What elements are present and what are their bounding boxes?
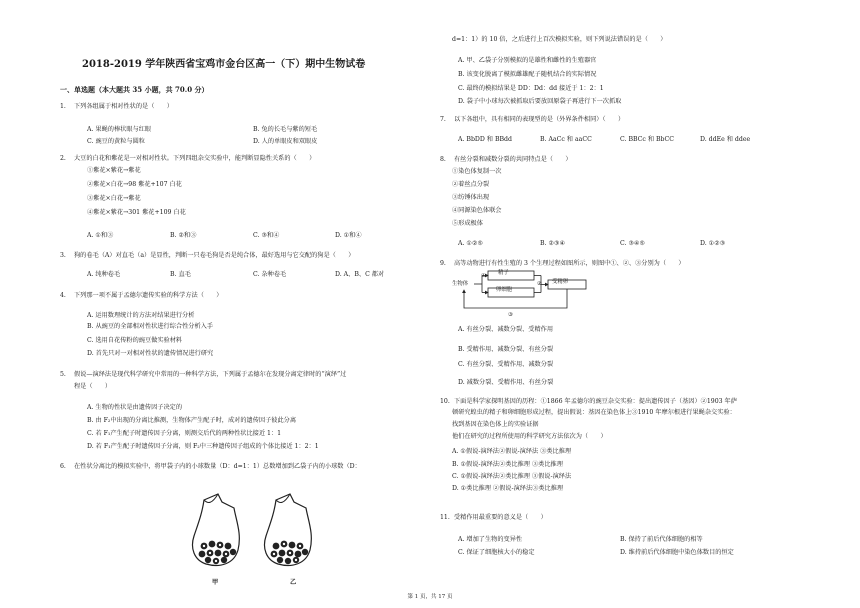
option[interactable]: D. 若 F₁产生配子时遗传因子分离，则 F₂中三种遗传因子组成的个体比接近 1：2：1: [87, 443, 319, 450]
option[interactable]: B. 该变化脱离了模拟雌雄配子随机结合的实际情况: [458, 71, 597, 78]
option[interactable]: A. BbDD 和 BBdd: [458, 136, 512, 143]
question-10-line: 找到基因在染色体上的实验证据: [452, 421, 539, 428]
option[interactable]: A. 生物的性状是由遗传因子决定的: [87, 404, 183, 411]
option[interactable]: D. ddEe 和 ddee: [700, 136, 751, 143]
question-8-line: ①染色体复制一次: [452, 168, 502, 175]
option[interactable]: D. 袋子中小球每次被抓取后要放回原袋子再进行下一次抓取: [458, 98, 622, 105]
question-8-line: ⑤形成极体: [452, 220, 483, 227]
option[interactable]: B. ①假说-演绎法②类比推理 ③类比推理: [452, 461, 563, 468]
option[interactable]: D. ①②③: [700, 240, 726, 247]
sampling-bags-illustration: [190, 490, 330, 580]
option[interactable]: B. 兔的长毛与紫的短毛: [253, 126, 318, 133]
question-4-stem: 4. 下列那一项不属于孟德尔遗传实验的科学方法（ ）: [60, 292, 223, 299]
option[interactable]: D. 人的单眼皮和双眼皮: [253, 138, 318, 145]
option[interactable]: A. ①和③: [87, 232, 114, 239]
option[interactable]: B. AaCc 和 aaCC: [540, 136, 592, 143]
option[interactable]: D. 减数分裂、受精作用、有丝分裂: [458, 379, 554, 386]
option[interactable]: A. 纯种卷毛: [87, 271, 121, 278]
option[interactable]: A. 有丝分裂、减数分裂、受精作用: [458, 326, 554, 333]
option[interactable]: C. 豌豆的黄粒与圆粒: [87, 138, 145, 145]
option[interactable]: A. 甲、乙袋子分别模拟的是雄性和雌性的生殖器官: [458, 57, 597, 64]
option[interactable]: B. 由 F₂中出现的分离比推测，生物体产生配子时，成对的遗传因子彼此分离: [87, 417, 297, 424]
question-9-stem: 9. 高等动物进行有性生殖的 3 个生理过程如图所示，则图中①、②、③分别为（ ）: [440, 260, 685, 267]
diagram-label-egg: 卵细胞: [496, 287, 513, 293]
option[interactable]: C. 最终的模拟结果是 DD：Dd：dd 接近于 1：2：1: [458, 85, 604, 92]
bag-jia: [193, 494, 240, 565]
option[interactable]: D. 维持前后代体细胞中染色体数目的恒定: [620, 549, 734, 556]
option[interactable]: B. 受精作用、减数分裂、有丝分裂: [458, 346, 554, 353]
option[interactable]: D. A、B、C 都对: [335, 271, 385, 278]
option[interactable]: C. 有丝分裂、受精作用、减数分裂: [458, 361, 554, 368]
diagram-label-zygote: 受精卵: [552, 279, 569, 285]
option[interactable]: B. ②③④: [540, 240, 566, 247]
option[interactable]: C. ③④⑤: [620, 240, 646, 247]
reproduction-process-diagram: [452, 268, 592, 318]
diagram-label-sperm: 精子: [498, 270, 509, 276]
question-10-line: 顿研究蝗虫的精子和卵细胞形成过程，提出假说：基因在染色体上③1910 年摩尔根进行果蝇杂交实验：: [452, 409, 736, 416]
bag-yi: [265, 494, 312, 565]
question-2-stem: 2. 大豆的白花和紫花是一对相对性状。下列四组杂交实验中，能判断显隐性关系的（ ）: [60, 155, 316, 162]
option[interactable]: B. 直毛: [170, 271, 191, 278]
question-2-line: ①紫花×紫花→紫花: [87, 167, 141, 174]
option[interactable]: C. 若 F₁产生配子时遗传因子分离，则测交后代的两种性状比接近 1：1: [87, 430, 282, 437]
option[interactable]: C. 选用自花传粉的豌豆做实验材料: [87, 337, 183, 344]
question-10-line: 他们在研究的过程所使用的科学研究方法依次为（ ）: [452, 433, 607, 440]
question-8-line: ②着丝点分裂: [452, 181, 490, 188]
diagram-marker-1: ①: [481, 273, 486, 279]
question-5-stem: 5. 假说—演绎法是现代科学研究中常用的一种科学方法，下列属于孟德尔在发现分离定律时的“演绎”过: [60, 371, 347, 378]
option[interactable]: A. 运用数理统计的方法对结果进行分析: [87, 312, 195, 319]
question-8-stem: 8. 有丝分裂和减数分裂的共同特点是（ ）: [440, 156, 572, 163]
question-5-stem-cont: 程是（ ）: [74, 383, 112, 390]
option[interactable]: C. ①假说-演绎法②类比推理 ③假说-演绎法: [452, 473, 572, 480]
question-2-line: ③紫花×白花→紫花: [87, 195, 141, 202]
page-title: 2018-2019 学年陕西省宝鸡市金台区高一（下）期中生物试卷: [82, 59, 366, 70]
option[interactable]: C. ③和④: [253, 232, 280, 239]
option[interactable]: D. ①和④: [335, 232, 362, 239]
option[interactable]: B. 保持了前后代体细胞的相等: [620, 536, 703, 543]
diagram-marker-3: ③: [508, 312, 513, 318]
question-7-stem: 7. 以下各组中，具有相同的表现型的是（外界条件相同）（ ）: [440, 116, 625, 123]
question-6-stem: 6. 在性状分离比的模拟实验中，将甲袋子内的小球数量（D：d=1：1）总数增加到乙袋子内的小球数（D：: [60, 463, 361, 470]
option[interactable]: C. BBCc 和 BbCC: [620, 136, 674, 143]
option[interactable]: B. ②和③: [170, 232, 197, 239]
question-2-line: ④紫花×紫花→301 紫花+109 白花: [87, 209, 186, 216]
option[interactable]: D. 首先只对一对相对性状的遗传情况进行研究: [87, 350, 214, 357]
bag-label-jia: 甲: [212, 579, 219, 586]
question-10-stem: 10. 下面是科学家探明基因的历程：①1866 年孟德尔的豌豆杂交实验：提出遗传因子（基因）②1903 年萨: [440, 398, 737, 405]
option[interactable]: A. ①②⑤: [458, 240, 484, 247]
question-6-stem-cont: d=1：1）的 10 倍，之后进行上百次模拟实验，则下列说法错误的是（ ）: [452, 36, 667, 43]
option[interactable]: C. 杂种卷毛: [253, 271, 287, 278]
page-footer: 第 1 页，共 17 页: [407, 594, 453, 600]
question-2-line: ②紫花×白花→98 紫花+107 白花: [87, 181, 182, 188]
option[interactable]: C. 保证了细胞核大小的稳定: [458, 549, 535, 556]
option[interactable]: A. 果蝇的棒状眼与红眼: [87, 126, 152, 133]
option[interactable]: B. 从豌豆的全部相对性状进行综合性分析入手: [87, 323, 214, 330]
question-8-line: ③纺锤体出现: [452, 194, 490, 201]
question-3-stem: 3. 狗的卷毛（A）对直毛（a）是显性，判断一只卷毛狗是否是纯合体，最好选用与它交配的狗是（ ）: [60, 252, 355, 259]
diagram-label-organism: 生物体: [452, 281, 469, 287]
question-8-line: ④同源染色体联会: [452, 207, 502, 214]
bag-label-yi: 乙: [290, 579, 297, 586]
question-11-stem: 11. 受精作用最重要的意义是（ ）: [440, 514, 547, 521]
option[interactable]: A. ①假说-演绎法②假说-演绎法 ③类比推理: [452, 448, 572, 455]
diagram-marker-2: ②: [537, 281, 542, 287]
question-1-stem: 1. 下列各组属于相对性状的是（ ）: [60, 103, 173, 110]
option[interactable]: D. ①类比推理 ②假说-演绎法③类比推理: [452, 485, 564, 492]
option[interactable]: A. 增加了生物的变异性: [458, 536, 523, 543]
section-heading: 一、单选题（本大题共 35 小题，共 70.0 分）: [60, 85, 209, 94]
